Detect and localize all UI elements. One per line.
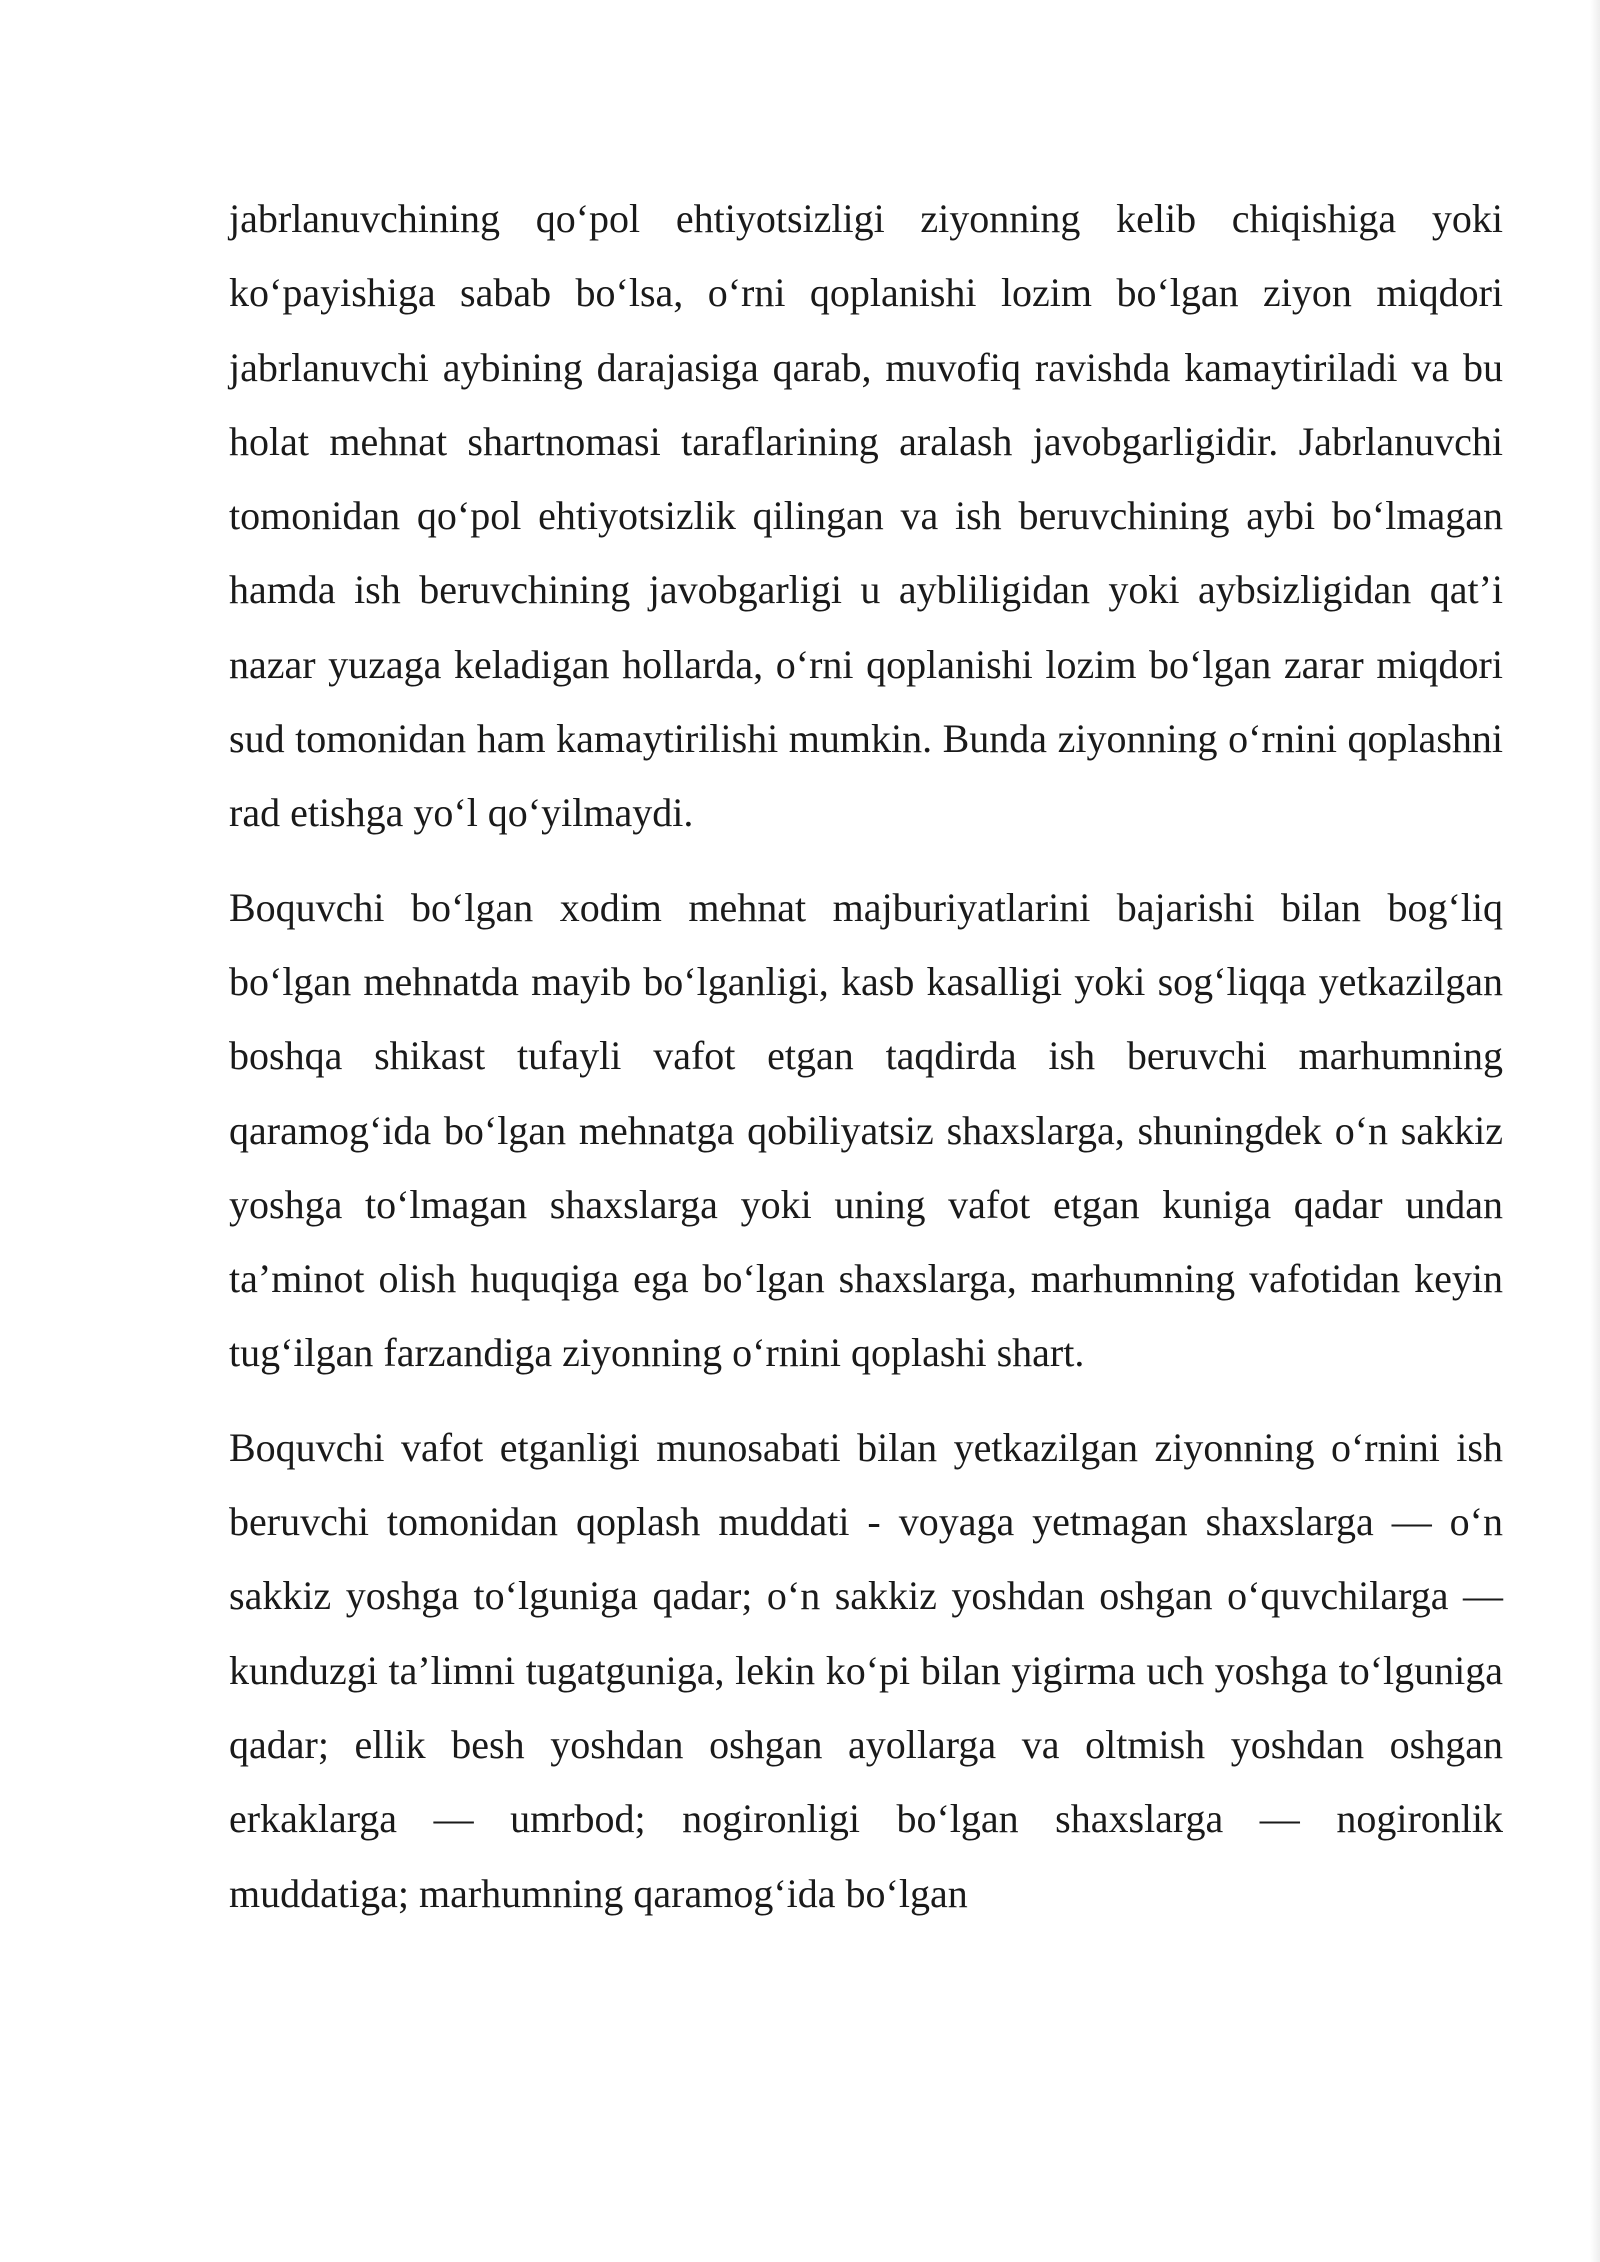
paragraph-2: Boquvchi bo‘lgan xodim mehnat majburiyatlarini bajarishi bilan bog‘liq bo‘lgan mehnatda mayib bo‘lganligi, kasb kasalligi yoki sog‘liqqa yetkazilgan boshqa shikast tufayli vafot etgan taqdirda ish beruvchi marhumning qaramog‘ida bo‘lgan mehnatga qobiliyatsiz shaxslarga, shuningdek o‘n sakkiz yoshga to‘lmagan shaxslarga yoki uning vafot etgan kuniga qadar undan ta’minot olish huquqiga ega bo‘lgan shaxslarga, marhumning vafotidan keyin tug‘ilgan farzandiga ziyonning o‘rnini qoplashi shart. [229,884,1503,1376]
page-edge-shadow [1590,0,1600,2262]
paragraph-1: jabrlanuvchining qo‘pol ehtiyotsizligi ziyonning kelib chiqishiga yoki ko‘payishiga sabab bo‘lsa, o‘rni qoplanishi lozim bo‘lgan ziyon miqdori jabrlanuvchi aybining darajasiga qarab, muvofiq ravishda kamaytiriladi va bu holat mehnat shartnomasi taraflarining aralash javobgarligidir. Jabrlanuvchi tomonidan qo‘pol ehtiyotsizlik qilingan va ish beruvchining aybi bo‘lmagan hamda ish beruvchining javobgarligi u aybliligidan yoki aybsizligidan qat’i nazar yuzaga keladigan hollarda, o‘rni qoplanishi lozim bo‘lgan zarar miqdori sud tomonidan ham kamaytirilishi mumkin. Bunda ziyonning o‘rnini qoplashni rad etishga yo‘l qo‘yilmaydi. [229,196,1503,836]
paragraph-3: Boquvchi vafot etganligi munosabati bilan yetkazilgan ziyonning o‘rnini ish beruvchi tomonidan qoplash muddati - voyaga yetmagan shaxslarga — o‘n sakkiz yoshga to‘lguniga qadar; o‘n sakkiz yoshdan oshgan o‘quvchilarga — kunduzgi ta’limni tugatguniga, lekin ko‘pi bilan yigirma uch yoshga to‘lguniga qadar; ellik besh yoshdan oshgan ayollarga va oltmish yoshdan oshgan erkaklarga — umrbod; nogironligi bo‘lgan shaxslarga — nogironlik muddatiga; marhumning qaramog‘ida bo‘lgan [229,1424,1503,1916]
document-body [229,182,1503,1951]
